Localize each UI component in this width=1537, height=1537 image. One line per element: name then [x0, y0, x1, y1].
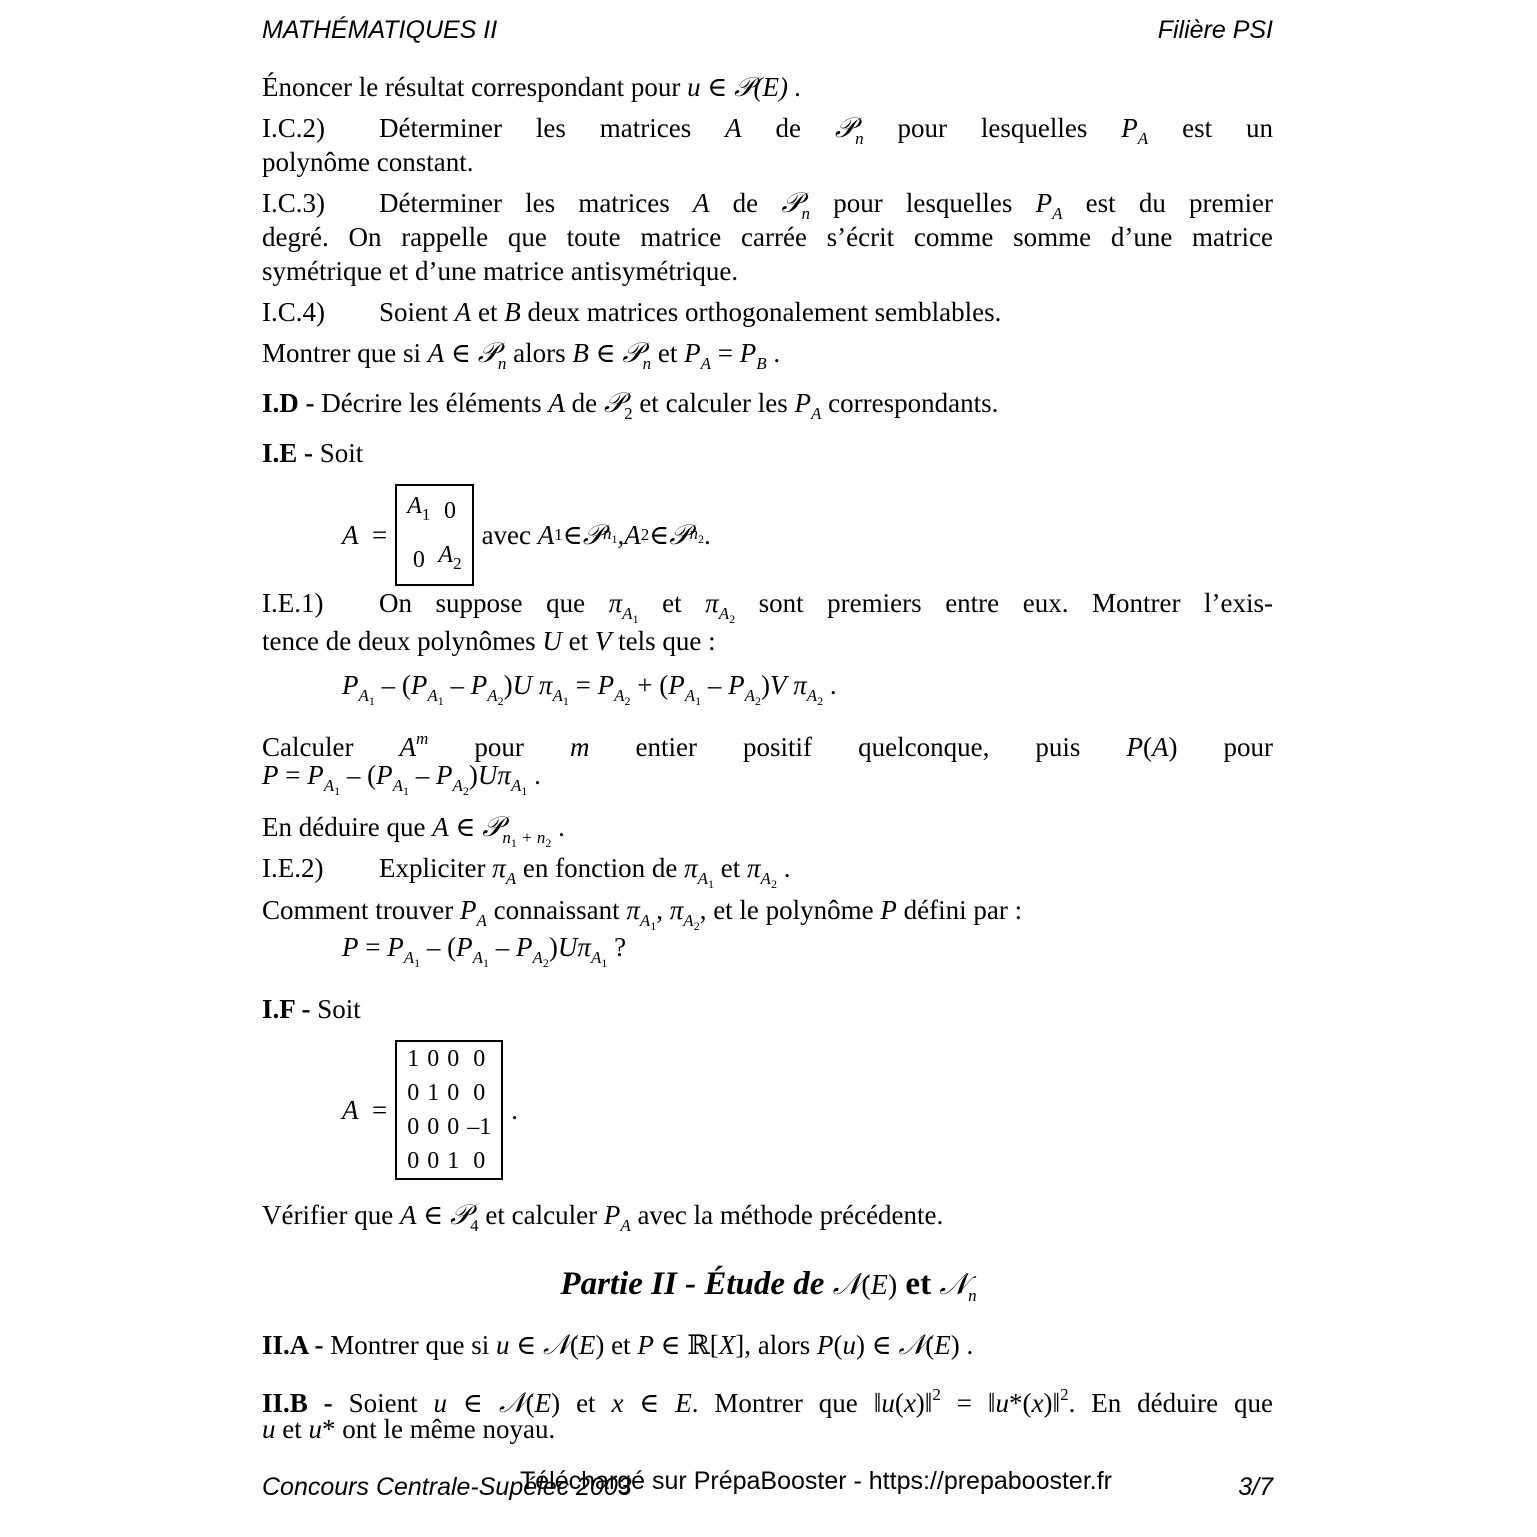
matrix-cell: 0: [427, 1046, 440, 1072]
section-title-partie-ii: Partie II - Étude de 𝒩(E) et 𝒩$_n$: [560, 1266, 977, 1305]
matrix-cell: 1: [407, 1046, 420, 1072]
question-ie1: I.E.1) On suppose que $\pi_{A_1}$ et $\pi_{A_2}$ sont premiers entre eux. Montrer l’exis-: [262, 588, 1273, 626]
equation-P-def-2: $P = P_{A_1} - (P_{A_1} - P_{A_2})U\pi_{A_1}$ ?: [342, 932, 627, 970]
equation-if-matrix: A = 1 0 0 0 0 1 0 0 0 0 0 –1 0 0 1 0 .: [342, 1040, 518, 1180]
matrix-cell: 0: [407, 1080, 420, 1106]
matrix-cell: 0: [407, 1114, 420, 1140]
block-matrix: $A_1$ 0 0 $A_2$: [395, 484, 473, 586]
section-label: I.D -: [262, 388, 315, 418]
matrix-cell: 0: [473, 1046, 486, 1072]
text-calculer: Calculer $A^m$ pour m entier positif quelconque, puis P(A) pour: [262, 729, 1274, 762]
equation-ie-matrix: A = $A_1$ 0 0 $A_2$ avec A 1 ∈ 𝒫 $n_1$ , A 2 ∈ 𝒫 $n_2$ .: [342, 484, 711, 586]
matrix-cell: 0: [427, 1148, 440, 1174]
matrix-cell: 1: [427, 1080, 440, 1106]
question-if: I.F - Soit: [262, 994, 361, 1024]
question-ie1-cont: tence de deux polynômes U et V tels que :: [262, 626, 716, 656]
matrix-row: [403, 1042, 495, 1076]
question-ic2-cont: polynôme constant.: [262, 147, 474, 177]
matrix-cell: 1: [447, 1148, 460, 1174]
matrix-cell: 0: [447, 1080, 460, 1106]
matrix-cell: 0: [427, 1114, 440, 1140]
matrix-row: [403, 1110, 495, 1144]
footer-page-number: 3/7: [1238, 1473, 1273, 1501]
question-ic4-cont: Montrer que si A ∈ 𝒫$_n$ alors B ∈ 𝒫$_n$ et $P_A = P_B$ .: [262, 336, 781, 373]
text-deduire: En déduire que A ∈ 𝒫$_{n_1 + n_2}$ .: [262, 810, 565, 850]
matrix-row: [403, 1144, 495, 1178]
question-ic3: I.C.3) Déterminer les matrices A de 𝒫$_n$ pour lesquelles $P_A$ est du premier: [262, 186, 1274, 223]
matrix-cell: 0: [473, 1080, 486, 1106]
question-iia: II.A - Montrer que si u ∈ 𝒩(E) et P ∈ ℝ[X], alors P(u) ∈ 𝒩(E) .: [262, 1328, 974, 1361]
text-comment: Comment trouver $P_A$ connaissant $\pi_{A_1}$, $\pi_{A_2}$, et le polynôme P défini par :: [262, 895, 1023, 933]
footer-watermark: Téléchargé sur PrépaBooster - https://prepabooster.fr: [520, 1467, 1112, 1495]
question-iib-cont: u et u* ont le même noyau.: [262, 1414, 556, 1444]
footer-exam-name: Concours Centrale-Supélec 2003: [262, 1473, 632, 1501]
question-ic3-cont: degré. On rappelle que toute matrice carrée s’écrit comme somme d’une matrice: [262, 222, 1273, 252]
question-iib: II.B - Soient u ∈ 𝒩(E) et x ∈ E. Montrer que ‖u(x)‖$^2$ = ‖u*(x)‖$^2$. En déduire que: [262, 1385, 1273, 1419]
matrix-cell: 0: [447, 1114, 460, 1140]
text-verifier: Vérifier que A ∈ 𝒫$_4$ et calculer $P_A$ avec la méthode précédente.: [262, 1198, 944, 1235]
text-line-enoncer: Énoncer le résultat correspondant pour u ∈ 𝒫(E) .: [262, 72, 802, 102]
question-ie: I.E - Soit: [262, 438, 364, 468]
matrix-cell: 0: [407, 1148, 420, 1174]
matrix-row: [403, 1076, 495, 1110]
question-ic4: I.C.4) Soient A et B deux matrices orthogonalement semblables.: [262, 297, 1002, 327]
header-exam-title: MATHÉMATIQUES II: [262, 16, 498, 44]
question-number: I.C.2): [262, 113, 325, 143]
question-ic3-cont2: symétrique et d’une matrice antisymétrique.: [262, 256, 739, 286]
question-id: I.D - Décrire les éléments A de 𝒫$_2$ et calculer les $P_A$ correspondants.: [262, 386, 999, 423]
question-ie2: I.E.2) Expliciter $\pi_A$ en fonction de $\pi_{A_1}$ et $\pi_{A_2}$ .: [262, 853, 791, 891]
question-ic2: I.C.2) Déterminer les matrices A de 𝒫$_n$ pour lesquelles $P_A$ est un: [262, 111, 1273, 148]
matrix-4x4: [395, 1040, 503, 1180]
header-track: Filière PSI: [1157, 16, 1273, 44]
equation-P-def: $P = P_{A_1} - (P_{A_1} - P_{A_2})U\pi_{A_1}$ .: [262, 760, 541, 798]
matrix-cell: 0: [473, 1148, 486, 1174]
matrix-cell: 0: [447, 1046, 460, 1072]
equation-bezout: $P_{A_1} - (P_{A_1} - P_{A_2})U$ $\pi_{A_1} = P_{A_2} + (P_{A_1} - P_{A_2})V$ $\pi_{A_2}$ .: [342, 670, 837, 708]
matrix-cell: –1: [467, 1114, 492, 1140]
